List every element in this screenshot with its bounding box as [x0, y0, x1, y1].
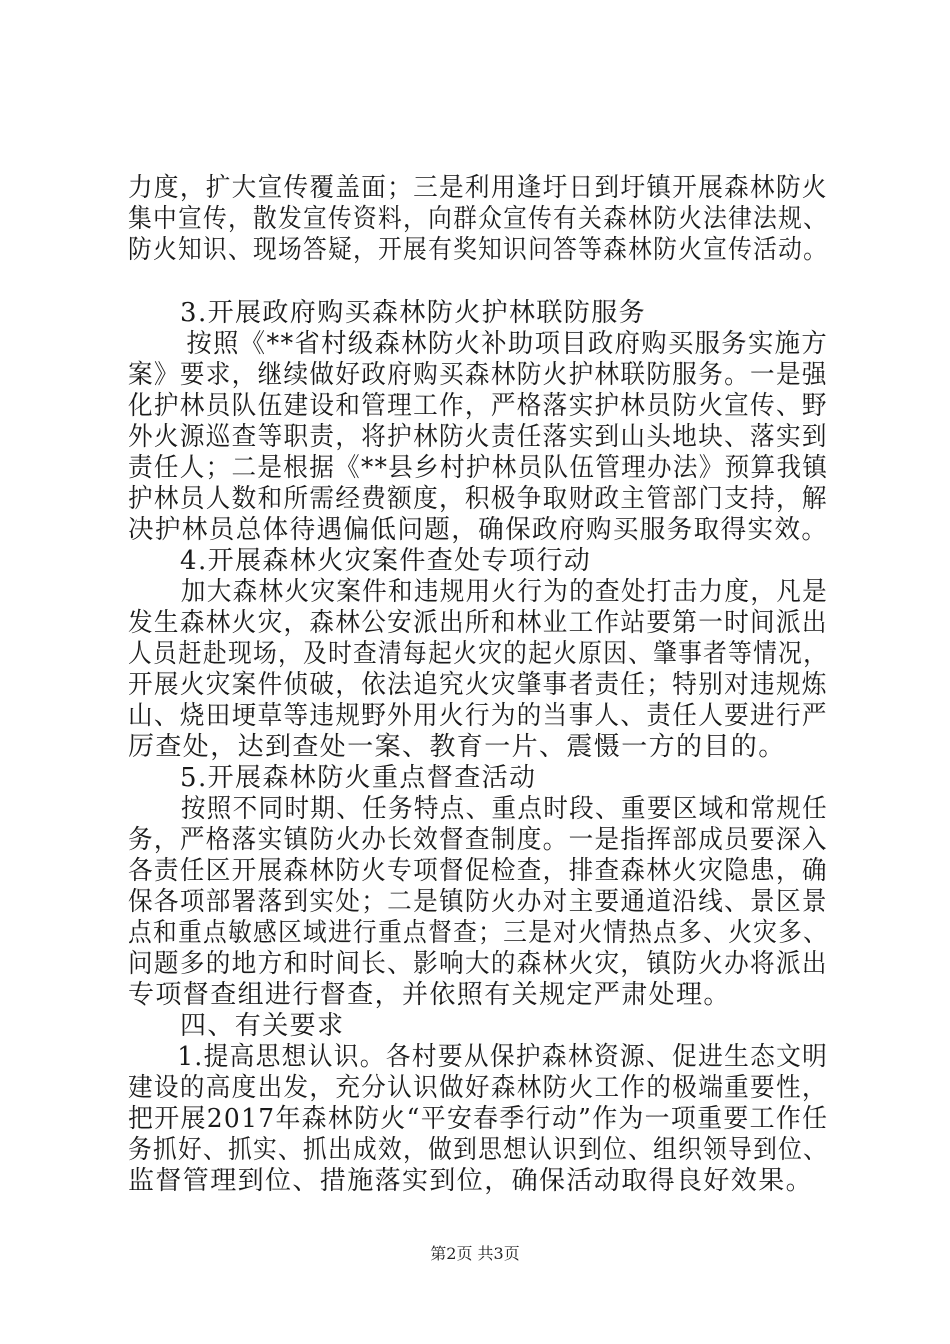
text-line: 1.提高思想认识。各村要从保护森林资源、促进生态文明	[177, 1042, 829, 1072]
paragraph-gap	[128, 266, 828, 298]
text-line: 化护林员队伍建设和管理工作，严格落实护林员防火宣传、野	[128, 391, 828, 421]
text-line: 按照《**省村级森林防火补助项目政府购买服务实施方	[186, 329, 829, 359]
text-line: 建设的高度出发，充分认识做好森林防火工作的极端重要性，	[128, 1073, 828, 1103]
text-line: 发生森林火灾，森林公安派出所和林业工作站要第一时间派出	[128, 608, 828, 638]
text-line: 责任人；二是根据《**县乡村护林员队伍管理办法》预算我镇	[128, 453, 829, 483]
text-line: 5.开展森林防火重点督查活动	[180, 763, 537, 793]
text-line: 外火源巡查等职责，将护林防火责任落实到山头地块、落实到	[128, 422, 828, 452]
text-line: 人员赶赴现场，及时查清每起火灾的起火原因、肇事者等情况，	[128, 639, 829, 669]
text-line: 开展火灾案件侦破，依法追究火灾肇事者责任；特别对违规炼	[128, 670, 828, 700]
text-line: 3.开展政府购买森林防火护林联防服务	[180, 298, 647, 328]
text-line: 加大森林火灾案件和违规用火行为的查处打击力度，凡是	[180, 577, 829, 607]
text-line: 山、烧田埂草等违规野外用火行为的当事人、责任人要进行严	[128, 701, 828, 731]
text-line: 务，严格落实镇防火办长效督查制度。一是指挥部成员要深入	[128, 825, 828, 855]
text-line: 把开展2017年森林防火“平安春季行动”作为一项重要工作任	[128, 1104, 829, 1134]
text-line: 问题多的地方和时间长、影响大的森林火灾，镇防火办将派出	[128, 949, 828, 979]
text-line: 4.开展森林火灾案件查处专项行动	[180, 546, 592, 576]
text-line: 监督管理到位、措施落实到位，确保活动取得良好效果。	[128, 1166, 814, 1196]
text-line: 厉查处，达到查处一案、教育一片、震慑一方的目的。	[128, 732, 786, 762]
document-body	[128, 173, 828, 1197]
text-line: 力度，扩大宣传覆盖面；三是利用逢圩日到圩镇开展森林防火	[128, 173, 828, 203]
page-footer: 第2页 共3页	[430, 1244, 520, 1263]
text-line: 决护林员总体待遇偏低问题，确保政府购买服务取得实效。	[128, 515, 829, 545]
text-line: 护林员人数和所需经费额度，积极争取财政主管部门支持，解	[128, 484, 828, 514]
text-line: 务抓好、抓实、抓出成效，做到思想认识到位、组织领导到位、	[128, 1135, 829, 1165]
text-line: 防火知识、现场答疑，开展有奖知识问答等森林防火宣传活动。	[128, 235, 829, 265]
text-line: 点和重点敏感区域进行重点督查；三是对火情热点多、火灾多、	[128, 918, 829, 948]
text-line: 专项督查组进行督查，并依照有关规定严肃处理。	[128, 980, 731, 1010]
text-line: 案》要求，继续做好政府购买森林防火护林联防服务。一是强	[128, 360, 828, 390]
text-line: 四、有关要求	[180, 1011, 345, 1041]
text-line: 各责任区开展森林防火专项督促检查，排查森林火灾隐患，确	[128, 856, 828, 886]
text-line: 集中宣传，散发宣传资料，向群众宣传有关森林防火法律法规、	[128, 204, 829, 234]
text-line: 保各项部署落到实处；二是镇防火办对主要通道沿线、景区景	[128, 887, 828, 917]
text-line: 按照不同时期、任务特点、重点时段、重要区域和常规任	[180, 794, 829, 824]
